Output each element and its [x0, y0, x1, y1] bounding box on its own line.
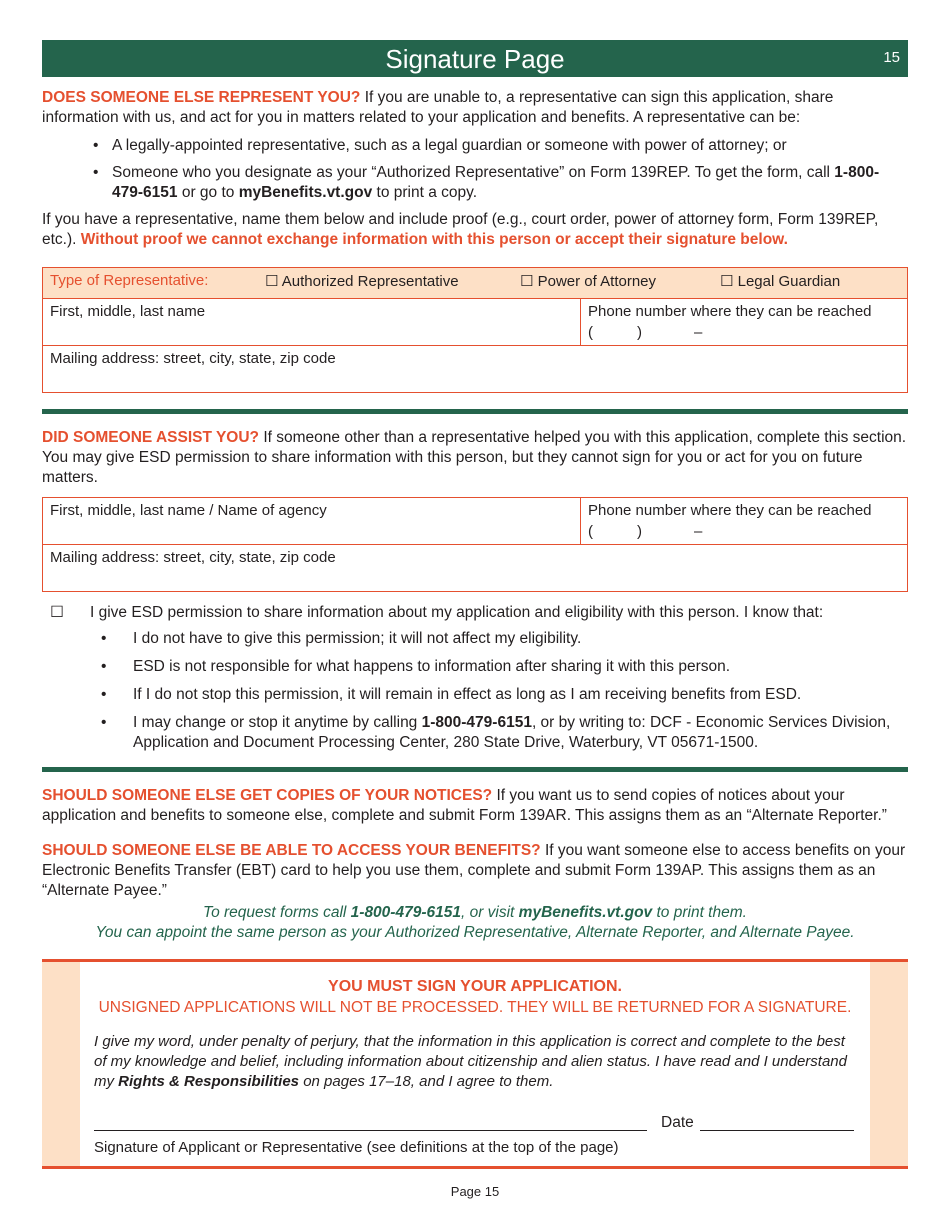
list-item	[133, 713, 908, 753]
phone-close-paren: )	[637, 523, 642, 540]
rights-responsibilities: Rights & Responsibilities	[118, 1073, 300, 1090]
website-link[interactable]: myBenefits.vt.gov	[518, 904, 653, 921]
representative-phone-field[interactable]	[581, 299, 908, 346]
unsigned-warning: UNSIGNED APPLICATIONS WILL NOT BE PROCESSED. THEY WILL BE RETURNED FOR A SIGNATURE.	[98, 999, 852, 1016]
oath-text: I give my word, under penalty of perjury, that the information in this application is correct and complete to the best of my knowledge and belief, including information about citizenship and alien status. I have read and I understand my	[94, 1033, 847, 1090]
list-item	[112, 163, 908, 203]
benefits-text: If you want someone else to access benefits on your Electronic Benefits Transfer (EBT) card to help you use them, complete and submit Form 139AP. This assigns them as an “Alternate Payee.”	[42, 842, 906, 899]
field-label: Phone number where they can be reached	[588, 303, 872, 320]
notices-text: If you want us to send copies of notices about your application and benefits to someone else, complete and submit Form 139AR. This assigns them as an “Alternate Reporter.”	[42, 787, 887, 824]
assistant-form	[42, 497, 908, 592]
proof-warning: Without proof we cannot exchange information with this person or accept their signature below.	[80, 231, 788, 248]
signature-field[interactable]	[94, 1130, 647, 1131]
phone-number: 1-800-479-6151	[421, 714, 532, 731]
phone-number: 1-800-479-6151	[112, 164, 880, 201]
page-title: Signature Page	[385, 44, 565, 74]
representative-type-label: Type of Representative:	[50, 272, 209, 289]
notices-paragraph	[42, 786, 908, 826]
note-text: To request forms call	[203, 904, 351, 921]
phone-open-paren: (	[588, 324, 593, 341]
bullet-text: to print a copy.	[372, 184, 478, 201]
website-link[interactable]: myBenefits.vt.gov	[238, 184, 373, 201]
representative-name-field[interactable]	[43, 299, 581, 346]
representative-type-row	[43, 268, 908, 299]
page	[42, 40, 908, 1169]
list-item	[133, 657, 908, 677]
list-item	[133, 629, 908, 649]
representative-address-field[interactable]	[43, 346, 908, 393]
phone-template	[588, 324, 900, 341]
phone-template	[588, 523, 900, 540]
signature-panel	[80, 962, 870, 1166]
bullet-text: Someone who you designate as your “Authorized Representative” on Form 139REP. To get the form, call	[112, 164, 835, 181]
phone-close-paren: )	[637, 324, 642, 341]
field-label: Mailing address: street, city, state, zip code	[50, 549, 336, 566]
section-divider	[42, 409, 908, 414]
page-footer: Page 15	[450, 1184, 500, 1199]
phone-dash: –	[694, 523, 703, 540]
assistant-phone-field[interactable]	[581, 498, 908, 545]
signature-box	[42, 959, 908, 1169]
must-sign-heading: YOU MUST SIGN YOUR APPLICATION.	[328, 978, 622, 995]
assist-text: If someone other than a representative helped you with this application, complete this section. You may give ESD permission to share information with this person, but they cannot sign for you or act for you on future matters.	[42, 429, 907, 486]
assist-heading: DID SOMEONE ASSIST YOU?	[42, 429, 260, 446]
permission-checkbox[interactable]: ☐	[50, 604, 64, 621]
oath-text: on pages 17–18, and I agree to them.	[299, 1073, 554, 1090]
field-label: Phone number where they can be reached	[588, 502, 872, 519]
list-item	[133, 685, 908, 705]
phone-number: 1-800-479-6151	[350, 904, 461, 921]
section-divider	[42, 767, 908, 772]
assist-intro	[42, 428, 908, 488]
field-label: First, middle, last name / Name of agency	[50, 502, 327, 519]
permission-list	[42, 629, 908, 753]
phone-dash: –	[694, 324, 703, 341]
permission-row	[42, 603, 908, 623]
bullet-text: ESD is not responsible for what happens to information after sharing it with this person.	[133, 658, 731, 675]
represent-intro	[42, 88, 908, 128]
perjury-statement	[94, 1032, 856, 1092]
represent-intro-text: If you are unable to, a representative can sign this application, share information with us, and act for you in matters related to your application and benefits. A representative can be:	[42, 89, 834, 126]
signature-row	[94, 1112, 856, 1134]
proof-paragraph	[42, 210, 908, 250]
title-bar	[42, 40, 908, 77]
assistant-address-field[interactable]	[43, 545, 908, 592]
representative-list	[42, 136, 908, 203]
representative-form	[42, 267, 908, 393]
benefits-heading: SHOULD SOMEONE ELSE BE ABLE TO ACCESS YOUR BENEFITS?	[42, 842, 541, 859]
appoint-note: You can appoint the same person as your Authorized Representative, Alternate Reporter, and Alternate Payee.	[95, 924, 855, 941]
bullet-text: A legally-appointed representative, such as a legal guardian or someone with power of attorney; or	[112, 137, 787, 154]
date-label: Date	[661, 1114, 694, 1131]
field-label: Mailing address: street, city, state, zip code	[50, 350, 336, 367]
request-forms-note	[42, 903, 908, 923]
bullet-text: I may change or stop it anytime by calling	[133, 714, 422, 731]
benefits-paragraph	[42, 841, 908, 901]
signature-caption: Signature of Applicant or Representative (see definitions at the top of the page)	[94, 1139, 619, 1156]
bullet-text: , or by writing to: DCF - Economic Services Division, Application and Document Processing Center, 280 State Drive, Waterbury, VT 05671-1500.	[133, 714, 891, 751]
list-item	[112, 136, 908, 156]
bullet-text: If I do not stop this permission, it will remain in effect as long as I am receiving benefits from ESD.	[133, 686, 802, 703]
authorized-representative-checkbox[interactable]: ☐ Authorized Representative	[265, 273, 459, 290]
assistant-name-field[interactable]	[43, 498, 581, 545]
proof-text: If you have a representative, name them below and include proof (e.g., court order, power of attorney form, Form 139REP, etc.).	[42, 211, 879, 248]
header-page-number: 15	[883, 49, 900, 66]
bullet-text: I do not have to give this permission; it will not affect my eligibility.	[133, 630, 582, 647]
field-label: First, middle, last name	[50, 303, 206, 320]
note-text: to print them.	[652, 904, 747, 921]
permission-text: I give ESD permission to share information about my application and eligibility with this person. I know that:	[90, 604, 824, 621]
bullet-text: or go to	[177, 184, 239, 201]
legal-guardian-checkbox[interactable]: ☐ Legal Guardian	[720, 273, 841, 290]
note-text: , or visit	[460, 904, 519, 921]
date-field[interactable]	[700, 1130, 854, 1131]
phone-open-paren: (	[588, 523, 593, 540]
power-of-attorney-checkbox[interactable]: ☐ Power of Attorney	[520, 273, 657, 290]
notices-heading: SHOULD SOMEONE ELSE GET COPIES OF YOUR NOTICES?	[42, 787, 493, 804]
represent-heading: DOES SOMEONE ELSE REPRESENT YOU?	[42, 89, 361, 106]
